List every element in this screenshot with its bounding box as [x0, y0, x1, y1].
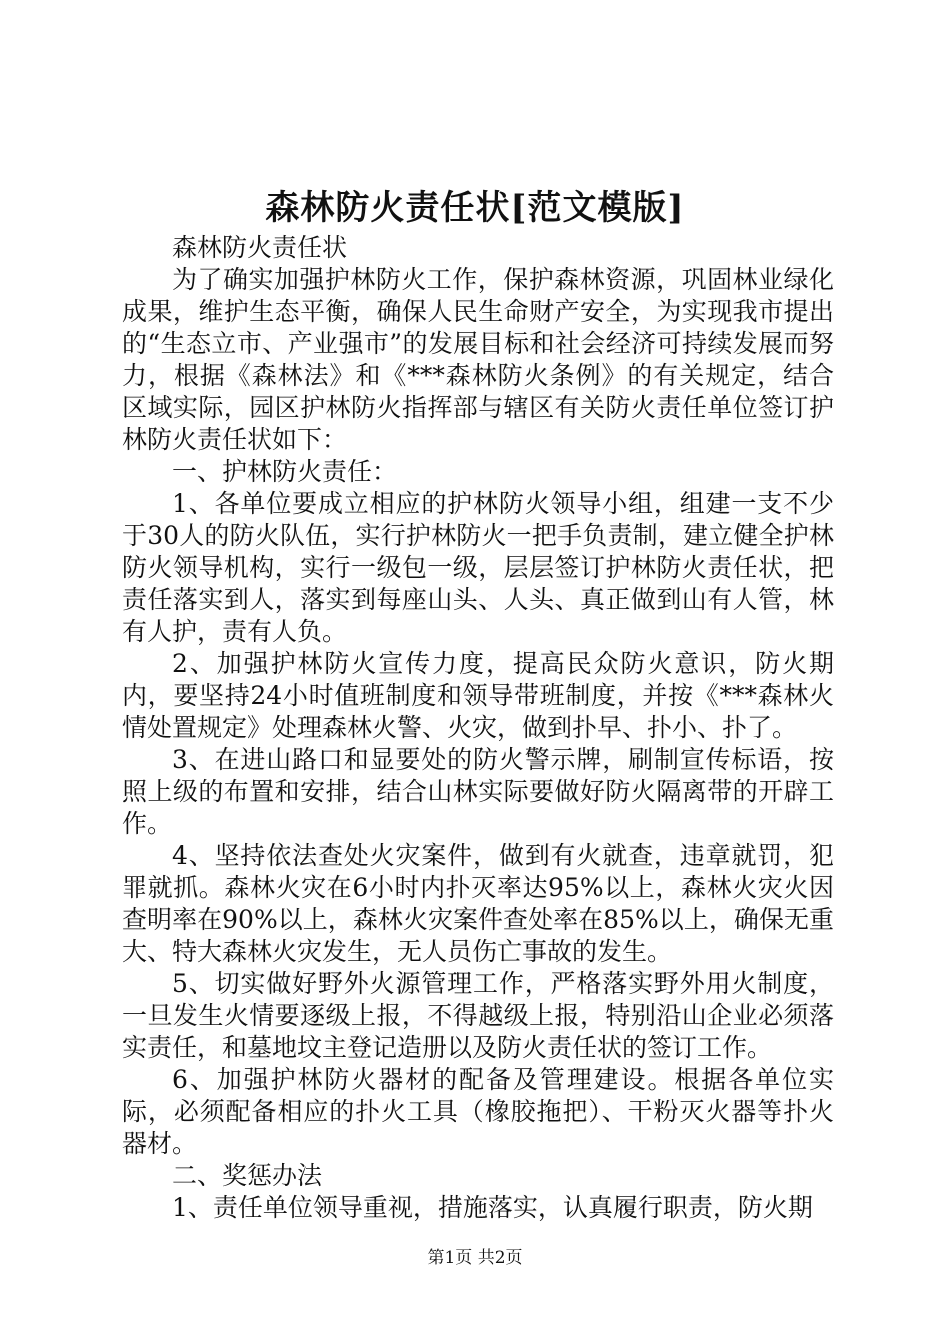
paragraph-item-4: 4、坚持依法查处火灾案件，做到有火就查，违章就罚，犯罪就抓。森林火灾在6小时内扑灭率达95%以上，森林火灾火因查明率在90%以上，森林火灾案件查处率在85%以上，确保无重大、特大森林火灾发生，无人员伤亡事故的发生。: [122, 841, 834, 966]
paragraph-item-1: 1、各单位要成立相应的护林防火领导小组，组建一支不少于30人的防火队伍，实行护林防火一把手负责制，建立健全护林防火领导机构，实行一级包一级，层层签订护林防火责任状，把责任落实到人，落实到每座山头、人头、真正做到山有人管，林有人护，责有人负。: [122, 489, 834, 646]
paragraph-item-5: 5、切实做好野外火源管理工作，严格落实野外用火制度，一旦发生火情要逐级上报，不得越级上报，特别沿山企业必须落实责任，和墓地坟主登记造册以及防火责任状的签订工作。: [122, 969, 834, 1062]
section-heading-rewards: 二、奖惩办法: [172, 1161, 323, 1190]
page-number-footer: 第1页 共2页: [427, 1248, 523, 1268]
paragraph-item-6: 6、加强护林防火器材的配备及管理建设。根据各单位实际，必须配备相应的扑火工具（橡胶拖把）、干粉灭火器等扑火器材。: [122, 1065, 834, 1158]
paragraph-rewards-item-1: 1、责任单位领导重视，措施落实，认真履行职责，防火期: [172, 1193, 813, 1222]
paragraph-intro: 为了确实加强护林防火工作，保护森林资源，巩固林业绿化成果，维护生态平衡，确保人民生命财产安全，为实现我市提出的“生态立市、产业强市”的发展目标和社会经济可持续发展而努力，根据《森林法》和《***森林防火条例》的有关规定，结合区域实际，园区护林防火指挥部与辖区有关防火责任单位签订护林防火责任状如下：: [122, 265, 834, 454]
paragraph-item-3: 3、在进山路口和显要处的防火警示牌，刷制宣传标语，按照上级的布置和安排，结合山林实际要做好防火隔离带的开辟工作。: [122, 745, 834, 838]
document-body: [122, 232, 834, 1224]
section-heading-responsibility: 一、护林防火责任：: [172, 457, 398, 486]
document-title: 森林防火责任状[范文模版]: [265, 188, 685, 228]
paragraph-subtitle: 森林防火责任状: [172, 233, 348, 262]
paragraph-item-2: 2、加强护林防火宣传力度，提高民众防火意识，防火期内，要坚持24小时值班制度和领导带班制度，并按《***森林火情处置规定》处理森林火警、火灾，做到扑早、扑小、扑了。: [122, 649, 834, 742]
